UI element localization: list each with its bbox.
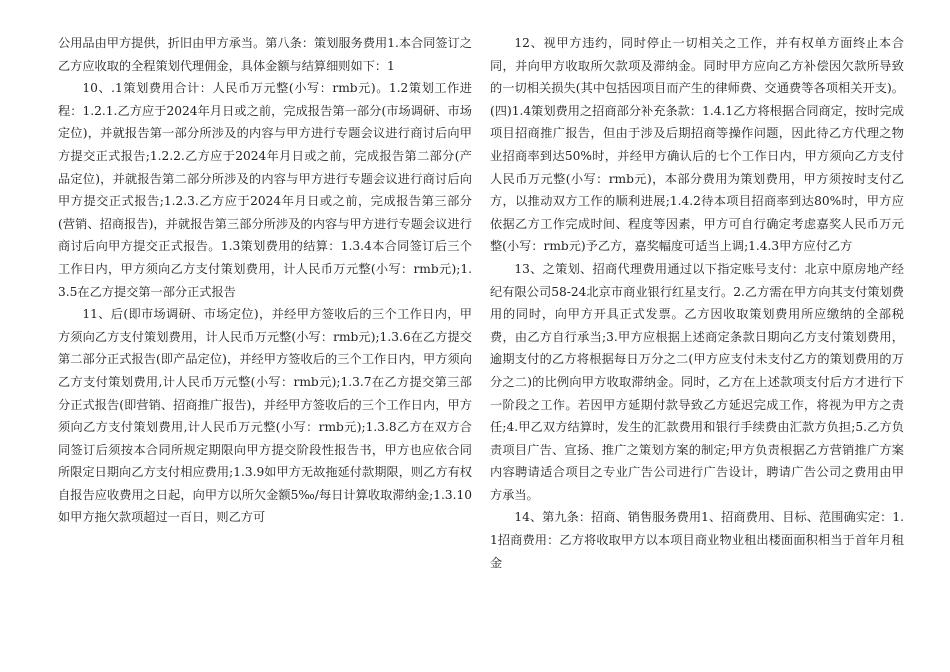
paragraph-item-10: 10、.1策划费用合计：人民币万元整(小写：rmb元)。1.2策划工作进程：1.2.1.乙方应于2024年月日或之前，完成报告第一部分(市场调研、市场定位)，并就报告第一部分所涉及的内容与甲方进行专题会议进行商讨后向甲方提交正式报告;1.2.2.乙方应于2024年月日或之前，完成报告第二部分(产品定位)，并就报告第二部分所涉及的内容与甲方进行专题会议进行商讨后向甲方提交正式报告;1.2.3.乙方应于2024年月日或之前，完成报告第三部分(营销、招商报告)，并就报告第三部分所涉及的内容与甲方进行专题会议进行商讨后向甲方提交正式报告。1.3策划费用的结算：1.3.4本合同签订后三个工作日内，甲方须向乙方支付策划费用，计人民币万元整(小写：rmb元);1.3.5在乙方提交第一部分正式报告 <box>58 81 472 299</box>
paragraph-item-13: 13、之策划、招商代理费用通过以下指定账号支付：北京中原房地产经纪有限公司58-24北京市商业银行红星支行。2.乙方需在甲方向其支付策划费用的同时，向甲方开具正式发票。乙方因收取策划费用所应缴纳的全部税费，由乙方自行承当;3.甲方应根据上述商定条款日期向乙方支付策划费用，逾期支付的乙方将根据每日万分之二(甲方应支付未支付乙方的策划费用的万分之二)的比例向甲方收取滞纳金。同时，乙方在上述款项支付后方才进行下一阶段之工作。若因甲方延期付款导致乙方延迟完成工作，将视为甲方之责任;4.甲乙双方结算时，发生的汇款费用和银行手续费由汇款方负担;5.乙方负责项目广告、宣扬、推广之策划方案的制定;甲方负责根据乙方营销推广方案内容聘请适合项目之专业广告公司进行广告设计，聘请广告公司之费用由甲方承当。 <box>490 261 904 502</box>
paragraph-item-14: 14、第九条：招商、销售服务费用1、招商费用、目标、范围确实定：1.1招商费用：乙方将收取甲方以本项目商业物业租出楼面面积相当于首年月租金 <box>490 510 904 570</box>
paragraph-clause-8-intro: 公用品由甲方提供，折旧由甲方承当。第八条：策划服务费用1.本合同签订之乙方应收取的全程策划代理佣金，具体金额与结算细则如下：1 <box>58 36 472 73</box>
paragraph-item-11: 11、后(即市场调研、市场定位)，并经甲方签收后的三个工作日内，甲方须向乙方支付策划费用，计人民币万元整(小写：rmb元);1.3.6在乙方提交第二部分正式报告(即产品定位)，并经甲方签收后的三个工作日内，甲方须向乙方支付策划费用,计人民币万元整(小写：rmb元);1.3.7在乙方提交第三部分正式报告(即营销、招商推广报告)，并经甲方签收后的三个工作日内，甲方须向乙方支付策划费用,计人民币万元整(小写：rmb元);1.3.8乙方在双方合同签订后须按本合同所规定期限向甲方提交阶段性报告书，甲方也应依合同所限定日期向乙方支付相应费用;1.3.9如甲方无故拖延付款期限，则乙方有权自报告应收费用之日起，向甲方以所欠金额5‰/每日计算收取滞纳金;1.3.10如甲方拖欠款项超过一百日，则乙方可 <box>58 307 472 525</box>
left-text-column <box>58 32 472 529</box>
paragraph-item-12: 12、视甲方违约，同时停止一切相关之工作，并有权单方面终止本合同，并向甲方收取所欠款项及滞纳金。同时甲方应向乙方补偿因欠款所导致的一切相关损失(其中包括因项目而产生的律师费、交通费等各项相关开支)。(四)1.4策划费用之招商部分补充条款：1.4.1乙方将根据合同商定，按时完成项目招商推广报告，但由于涉及后期招商等操作问题，因此待乙方代理之物业招商率到达50%时，并经甲方确认后的七个工作日内，甲方须向乙方支付人民币万元整(小写：rmb元)，本部分费用为策划费用，甲方须按时支付乙方，以推动双方工作的顺利进展;1.4.2待本项目招商率到达80%时，甲方应依据乙方工作完成时间、程度等因素，甲方可自行确定考虑嘉奖人民币万元整(小写：rmb元)予乙方，嘉奖幅度可适当上调;1.4.3甲方应付乙方 <box>490 36 904 254</box>
right-text-column <box>490 32 904 574</box>
